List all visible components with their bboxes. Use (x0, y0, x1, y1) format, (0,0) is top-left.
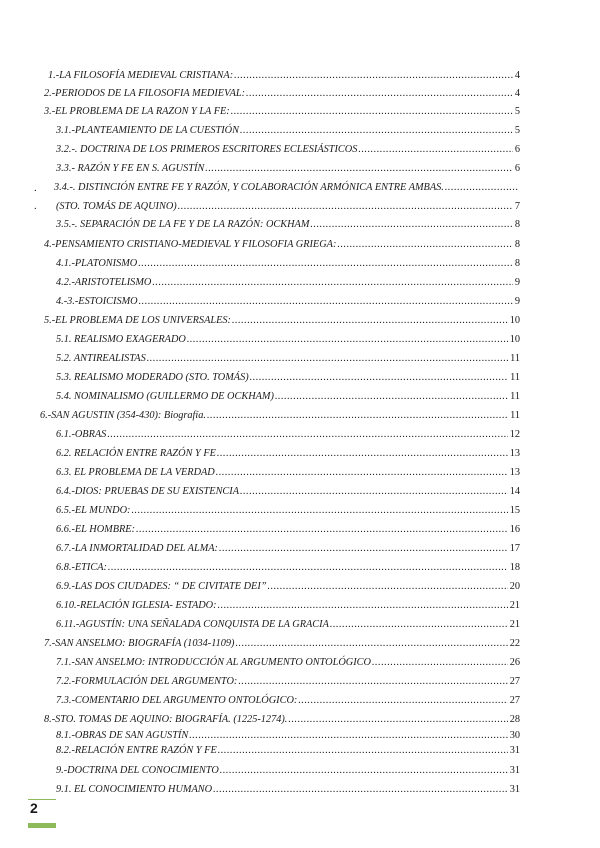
toc-leader-dots (372, 656, 508, 669)
toc-entry[interactable] (56, 580, 520, 593)
toc-leader-dots (240, 124, 513, 137)
toc-entry[interactable] (56, 218, 520, 231)
toc-entry-page-number: 9 (514, 277, 520, 288)
toc-entry[interactable] (56, 729, 520, 742)
toc-entry-label: 1.-LA FILOSOFÍA MEDIEVAL CRISTIANA: (48, 70, 234, 81)
toc-entry-page-number: 14 (509, 486, 520, 497)
toc-entry-page-number: 5 (514, 125, 520, 136)
toc-entry-page-number: 4 (514, 70, 520, 81)
toc-entry-page-number: 18 (509, 562, 520, 573)
toc-leader-dots (187, 333, 508, 346)
toc-entry-page-number: 31 (509, 765, 520, 776)
toc-entry-page-number: 21 (509, 619, 520, 630)
toc-entry-page-number: 8 (514, 219, 520, 230)
toc-leader-dots (218, 744, 508, 757)
toc-leader-dots (268, 580, 508, 593)
toc-entry-page-number: 31 (509, 745, 520, 756)
toc-entry[interactable] (44, 238, 520, 251)
toc-entry[interactable] (56, 485, 520, 498)
toc-entry-page-number: 12 (509, 429, 520, 440)
toc-entry-page-number: 21 (509, 600, 520, 611)
toc-entry-page-number: 11 (510, 410, 520, 421)
toc-leader-dots (234, 69, 513, 82)
toc-entry-page-number: 15 (509, 505, 520, 516)
toc-leader-dots (231, 105, 513, 118)
toc-entry[interactable] (44, 713, 520, 726)
toc-leader-dots (218, 599, 508, 612)
toc-leader-dots (330, 618, 508, 631)
toc-entry[interactable] (56, 523, 520, 536)
toc-leader-dots (232, 314, 508, 327)
toc-entry-label: 4.-PENSAMIENTO CRISTIANO-MEDIEVAL Y FILOSOFIA GRIEGA: (44, 239, 337, 250)
toc-leader-dots (275, 390, 508, 403)
toc-entry[interactable] (56, 466, 520, 479)
toc-leader-dots (288, 713, 507, 726)
toc-entry[interactable] (48, 69, 520, 82)
toc-entry-label: 6.4.-DIOS: PRUEBAS DE SU EXISTENCIA (56, 486, 240, 497)
toc-entry-label: 6.10.-RELACIÓN IGLESIA- ESTADO: (56, 600, 217, 611)
toc-entry-label: (STO. TOMÁS DE AQUINO) (56, 201, 177, 212)
toc-entry[interactable] (56, 162, 520, 175)
toc-leader-dots (136, 523, 508, 536)
toc-entry-label: 3.1.-PLANTEAMIENTO DE LA CUESTIÓN (56, 125, 239, 136)
toc-entry-label: 9.1. EL CONOCIMIENTO HUMANO (56, 784, 213, 795)
toc-entry-label: 6.5.-EL MUNDO: (56, 505, 131, 516)
toc-leader-dots (216, 466, 508, 479)
toc-entry-page-number: 7 (514, 201, 520, 212)
toc-entry-page-number: 13 (509, 467, 520, 478)
toc-entry-label: 4.1.-PLATONISMO (56, 258, 138, 269)
toc-entry-label: 5.2. ANTIREALISTAS (56, 353, 146, 364)
toc-leader-dots (189, 729, 507, 742)
toc-leader-dots (310, 218, 512, 231)
toc-entry[interactable] (56, 744, 520, 757)
toc-entry[interactable] (56, 599, 520, 612)
toc-entry-label: 4.2.-ARISTOTELISMO (56, 277, 152, 288)
toc-entry-label: 9.-DOCTRINA DEL CONOCIMIENTO (56, 765, 219, 776)
toc-entry-label: 5.1. REALISMO EXAGERADO (56, 334, 186, 345)
toc-leader-dots (238, 675, 507, 688)
toc-entry[interactable] (56, 124, 520, 137)
toc-entry-page-number: 6 (514, 144, 520, 155)
toc-entry-label: 6.6.-EL HOMBRE: (56, 524, 136, 535)
toc-leader-dots (131, 504, 507, 517)
toc-entry-label: 5.4. NOMINALISMO (GUILLERMO DE OCKHAM) (56, 391, 274, 402)
toc-leader-dots (213, 783, 508, 796)
toc-leader-dots (217, 447, 508, 460)
toc-entry[interactable] (56, 428, 520, 441)
toc-entry[interactable] (56, 371, 520, 384)
toc-entry-page-number: 30 (509, 730, 520, 741)
toc-entry-page-number: 10 (509, 315, 520, 326)
toc-entry-page-number: 6 (514, 163, 520, 174)
toc-entry-label: 6.7.-LA INMORTALIDAD DEL ALMA: (56, 543, 218, 554)
toc-entry-label: 5.3. REALISMO MODERADO (STO. TOMÁS) (56, 372, 249, 383)
toc-leader-dots (246, 87, 513, 100)
toc-entry-label: 6.9.-LAS DOS CIUDADES: “ DE CIVITATE DEI” (56, 581, 267, 592)
toc-entry-page-number: 8 (514, 239, 520, 250)
toc-leader-dots (240, 485, 508, 498)
toc-entry[interactable] (56, 561, 520, 574)
toc-entry-page-number: 11 (510, 391, 520, 402)
margin-dot: . (34, 182, 37, 194)
toc-entry[interactable] (56, 257, 520, 270)
toc-entry[interactable] (56, 618, 520, 631)
toc-leader-dots (250, 371, 508, 384)
toc-entry-label: 6.8.-ETICA: (56, 562, 107, 573)
toc-entry[interactable] (44, 105, 520, 118)
toc-entry[interactable] (40, 409, 520, 422)
toc-entry-label: 3.5.-. SEPARACIÓN DE LA FE Y DE LA RAZÓN: OCKHAM (56, 219, 310, 230)
toc-entry-label: 7.3.-COMENTARIO DEL ARGUMENTO ONTOLÓGICO: (56, 695, 298, 706)
toc-leader-dots (107, 428, 507, 441)
toc-entry-label: 2.-PERIODOS DE LA FILOSOFIA MEDIEVAL: (44, 88, 246, 99)
toc-entry[interactable] (56, 295, 520, 308)
toc-entry[interactable] (56, 694, 520, 707)
toc-entry-label: 3.2.-. DOCTRINA DE LOS PRIMEROS ESCRITORES ECLESIÁSTICOS (56, 144, 358, 155)
toc-entry-page-number: 17 (509, 543, 520, 554)
toc-entry-page-number: 5 (514, 106, 520, 117)
toc-entry-label: 6.3. EL PROBLEMA DE LA VERDAD (56, 467, 215, 478)
toc-leader-dots (358, 143, 512, 156)
toc-leader-dots (147, 352, 508, 365)
toc-entry[interactable] (56, 200, 520, 213)
toc-entry-page-number: 20 (509, 581, 520, 592)
toc-entry[interactable] (56, 447, 520, 460)
toc-entry-label: 5.-EL PROBLEMA DE LOS UNIVERSALES: (44, 315, 231, 326)
toc-entry-page-number: 13 (509, 448, 520, 459)
toc-leader-dots (207, 409, 508, 422)
toc-entry-page-number: 11 (510, 372, 520, 383)
toc-entry[interactable] (44, 637, 520, 650)
toc-entry[interactable] (56, 504, 520, 517)
margin-dot: . (34, 200, 37, 212)
toc-entry[interactable] (56, 276, 520, 289)
toc-entry[interactable] (56, 352, 520, 365)
toc-entry-page-number: 27 (509, 695, 520, 706)
toc-entry-page-number: 4 (514, 88, 520, 99)
toc-entry-label: 6.1.-OBRAS (56, 429, 107, 440)
toc-entry-page-number: 27 (509, 676, 520, 687)
toc-entry[interactable] (56, 783, 520, 796)
toc-entry-label: 6.11.-AGUSTÍN: UNA SEÑALADA CONQUISTA DE LA GRACIA (56, 619, 329, 630)
toc-entry-label: 3.4.-. DISTINCIÓN ENTRE FE Y RAZÓN, Y COLABORACIÓN ARMÓNICA ENTRE AMBAS. (54, 182, 444, 193)
toc-entry-label: 8.-STO. TOMAS DE AQUINO: BIOGRAFÍA. (1225-1274). (44, 714, 288, 725)
toc-entry-label: 8.1.-OBRAS DE SAN AGUSTÍN (56, 730, 189, 741)
toc-leader-dots (235, 637, 507, 650)
toc-entry-label: 4.-3.-ESTOICISMO (56, 296, 138, 307)
toc-entry-label: 6.-SAN AGUSTIN (354-430): Biografía. (40, 410, 206, 421)
toc-entry-label: 7.2.-FORMULACIÓN DEL ARGUMENTO: (56, 676, 238, 687)
toc-leader-dots (108, 561, 508, 574)
toc-entry[interactable] (56, 764, 520, 777)
toc-leader-dots (220, 764, 508, 777)
toc-entry-page-number: 16 (509, 524, 520, 535)
footer-accent-bar (28, 823, 56, 828)
toc-entry-page-number: 10 (509, 334, 520, 345)
toc-entry-label: 8.2.-RELACIÓN ENTRE RAZÓN Y FE (56, 745, 217, 756)
toc-entry-label: 7.-SAN ANSELMO: BIOGRAFÍA (1034-1109) (44, 638, 235, 649)
toc-entry-page-number: 11 (510, 353, 520, 364)
toc-entry[interactable] (44, 314, 520, 327)
toc-entry-page-number: 31 (509, 784, 520, 795)
toc-entry-page-number: 28 (509, 714, 520, 725)
toc-leader-dots (178, 200, 513, 213)
toc-entry-page-number: 26 (509, 657, 520, 668)
toc-entry[interactable] (56, 542, 520, 555)
toc-entry-label: 3.-EL PROBLEMA DE LA RAZON Y LA FE: (44, 106, 230, 117)
toc-entry-label: 3.3.- RAZÓN Y FE EN S. AGUSTÍN (56, 163, 205, 174)
toc-entry[interactable] (44, 87, 520, 100)
toc-leader-dots (337, 238, 512, 251)
toc-entry-label: 6.2. RELACIÓN ENTRE RAZÓN Y FE (56, 448, 216, 459)
toc-leader-dots (152, 276, 513, 289)
toc-entry-page-number: 8 (514, 258, 520, 269)
toc-entry[interactable] (56, 333, 520, 346)
toc-entry[interactable] (56, 675, 520, 688)
toc-leader-dots (138, 257, 513, 270)
toc-entry[interactable] (54, 181, 520, 194)
toc-leader-dots (219, 542, 508, 555)
toc-leader-dots (139, 295, 513, 308)
toc-entry-label: 7.1.-SAN ANSELMO: INTRODUCCIÓN AL ARGUMENTO ONTOLÓGICO (56, 657, 371, 668)
page-number: 2 (30, 800, 38, 816)
toc-entry[interactable] (56, 656, 520, 669)
toc-entry[interactable] (56, 143, 520, 156)
toc-entry-page-number: 22 (509, 638, 520, 649)
toc-leader-dots (298, 694, 507, 707)
toc-entry-page-number: 9 (514, 296, 520, 307)
toc-entry[interactable] (56, 390, 520, 403)
toc-leader-dots (445, 181, 518, 194)
toc-leader-dots (205, 162, 513, 175)
